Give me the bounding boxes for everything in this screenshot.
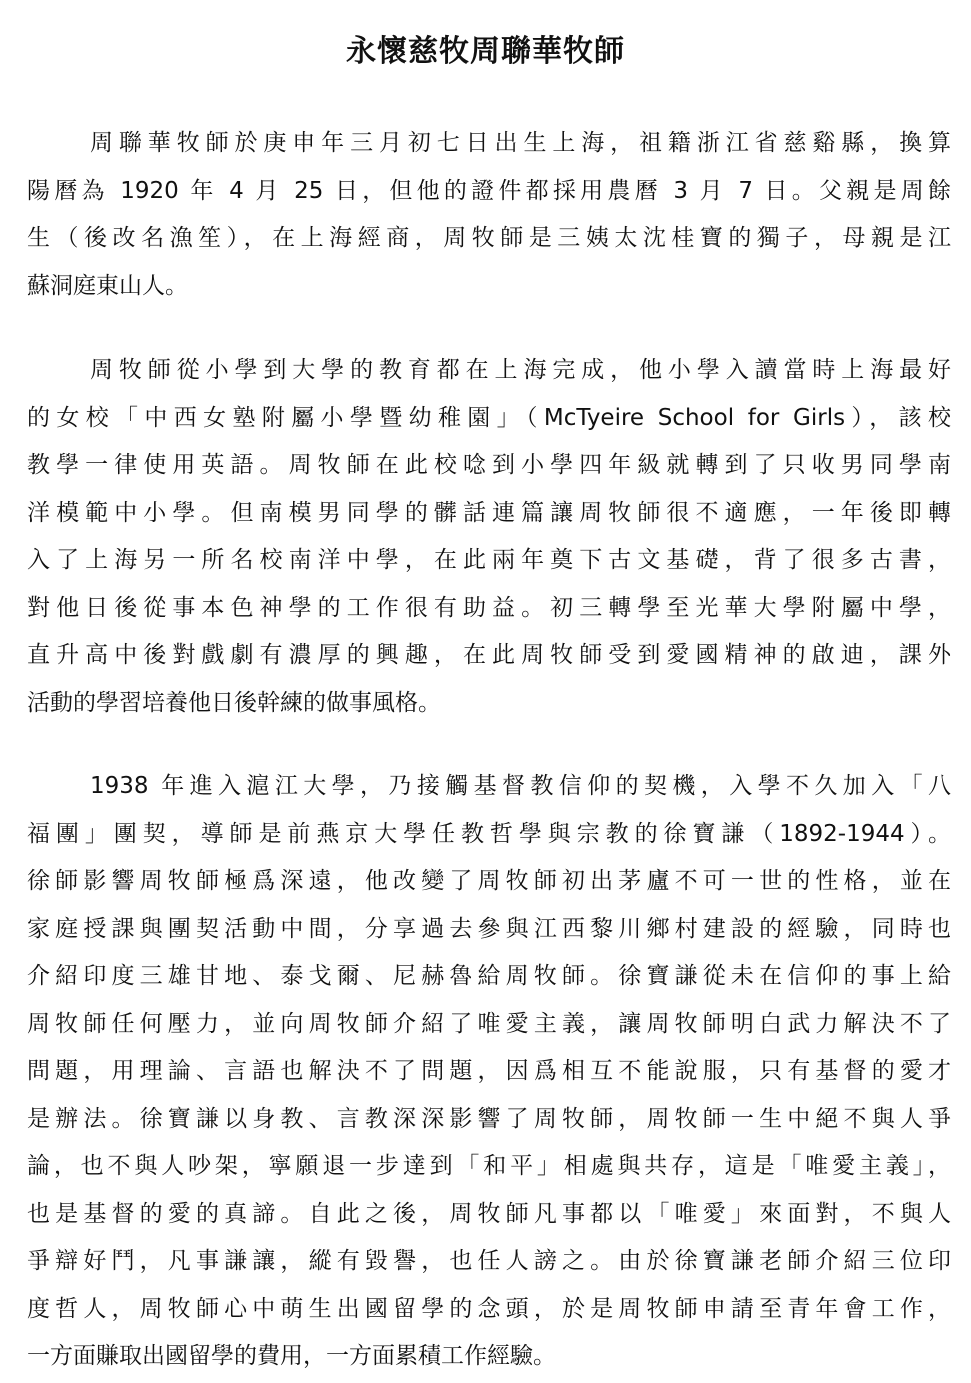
text-line: 福團」團契，導師是前燕京大學任教哲學與宗教的徐寶謙（1892-1944）。 [27,820,951,847]
text-line: 1938 年進入滬江大學，乃接觸基督教信仰的契機，入學不久加入「八 [90,773,951,799]
text-line: 周牧師從小學到大學的教育都在上海完成，他小學入讀當時上海最好 [90,357,951,383]
text-line: 入了上海另一所名校南洋中學，在此兩年奠下古文基礎，背了很多古書， [27,547,951,573]
text-line: 對他日後從事本色神學的工作很有助益。初三轉學至光華大學附屬中學， [27,594,951,621]
text-line: 洋模範中小學。但南模男同學的髒話連篇讓周牧師很不適應，一年後即轉 [27,499,951,526]
text-line: 蘇洞庭東山人。 [27,272,188,299]
text-line: 論，也不與人吵架，寧願退一步達到「和平」相處與共存，這是「唯愛主義」， [27,1153,951,1179]
text-line: 周聯華牧師於庚申年三月初七日出生上海，祖籍浙江省慈谿縣，換算 [90,130,951,156]
paragraph-education [27,347,951,727]
text-line: 周牧師任何壓力，並向周牧師介紹了唯愛主義，讓周牧師明白武力解決不了 [27,1010,951,1037]
text-line: 徐師影響周牧師極爲深遠，他改變了周牧師初出茅廬不可一世的性格，並在 [27,868,951,894]
paragraph-university [27,763,951,1381]
text-line: 一方面賺取出國留學的費用，一方面累積工作經驗。 [27,1343,556,1369]
text-line: 爭辯好鬥，凡事謙讓，縱有毀譽，也任人謗之。由於徐寶謙老師介紹三位印 [27,1248,951,1274]
text-line: 直升高中後對戲劇有濃厚的興趣，在此周牧師受到愛國精神的啟迪，課外 [27,642,951,668]
text-line: 教學一律使用英語。周牧師在此校唸到小學四年級就轉到了只收男同學南 [27,452,951,478]
text-line: 介紹印度三雄甘地、泰戈爾、尼赫魯給周牧師。徐寶謙從未在信仰的事上給 [27,963,951,989]
text-line: 活動的學習培養他日後幹練的做事風格。 [27,689,441,716]
text-line: 家庭授課與團契活動中間，分享過去參與江西黎川鄉村建設的經驗，同時也 [27,915,951,942]
text-line: 問題，用理論、言語也解決不了問題，因爲相互不能說服，只有基督的愛才 [27,1058,951,1084]
document-title: 永懷慈牧周聯華牧師 [346,34,625,69]
text-line: 也是基督的愛的真諦。自此之後，周牧師凡事都以「唯愛」來面對，不與人 [27,1200,951,1227]
text-line: 陽曆為 1920 年 4 月 25 日，但他的證件都採用農曆 3 月 7 日。父親是周餘 [27,177,951,204]
text-line: 的女校「中西女塾附屬小學暨幼稚園」（McTyeire School for Girls），該校 [27,404,951,431]
text-line: 是辦法。徐寶謙以身教、言教深深影響了周牧師，周牧師一生中絕不與人爭 [27,1105,951,1132]
text-line: 生（後改名漁笙），在上海經商，周牧師是三姨太沈桂寶的獨子，母親是江 [27,225,951,251]
text-line: 度哲人，周牧師心中萌生出國留學的念頭，於是周牧師申請至青年會工作， [27,1295,951,1322]
paragraph-birth [27,120,951,310]
